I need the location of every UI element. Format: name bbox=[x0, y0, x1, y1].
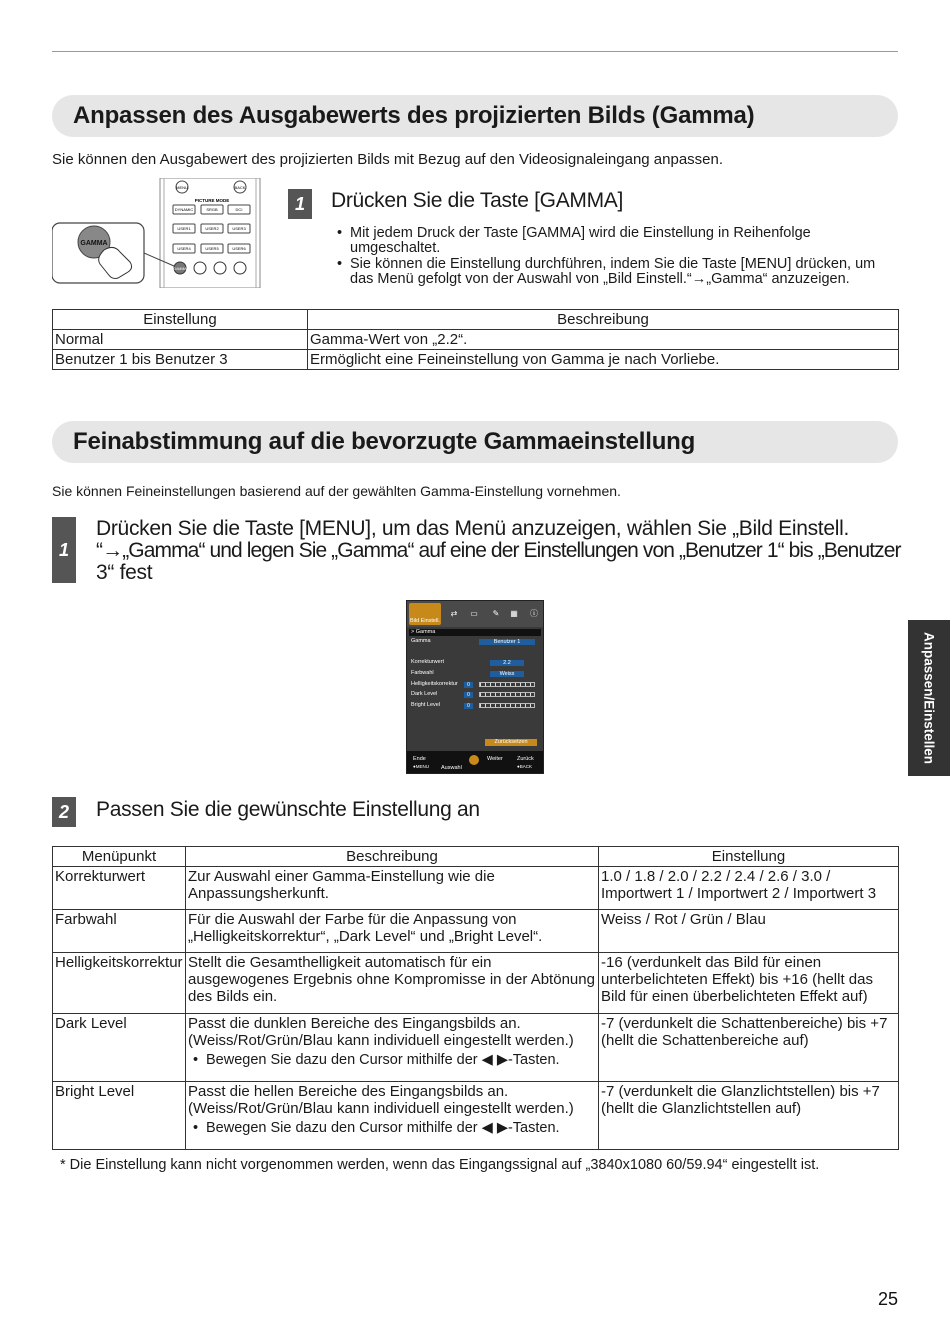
step-1-bullets bbox=[336, 226, 902, 288]
table-cell: -16 (verdunkelt das Bild für einen unterbelichteten Effekt) bis +16 (hellt das Bild für einen überbelichteten Effekt auf) bbox=[599, 953, 899, 1014]
table-cell: Zur Auswahl einer Gamma-Einstellung wie die Anpassungsherkunft. bbox=[186, 867, 599, 910]
table-cell: Stellt die Gesamthelligkeit automatisch für ein ausgewogenes Ergebnis ohne Kompromisse in der Abtönung des Bilds ein. bbox=[186, 953, 599, 1014]
settings-icon: ✎ bbox=[492, 609, 500, 618]
svg-text:DCI: DCI bbox=[235, 207, 243, 212]
installation-icon: ▭ bbox=[470, 609, 478, 618]
table-cell: Gamma-Wert von „2.2“. bbox=[308, 330, 899, 350]
section-title-gamma: Anpassen des Ausgabewerts des projizierten Bilds (Gamma) bbox=[52, 95, 898, 137]
menu-row-label: Farbwahl bbox=[411, 670, 434, 676]
info-icon: ⓘ bbox=[530, 609, 538, 618]
svg-text:SRGB: SRGB bbox=[206, 207, 218, 212]
table-header: Einstellung bbox=[599, 847, 899, 867]
menu-row-value: Weiss bbox=[490, 671, 524, 677]
table-cell bbox=[186, 1082, 599, 1150]
table-cell: Bright Level bbox=[53, 1082, 186, 1150]
section-title-fine-tuning: Feinabstimmung auf die bevorzugte Gammaeinstellung bbox=[52, 421, 898, 463]
table-cell: 1.0 / 1.8 / 2.0 / 2.2 / 2.4 / 2.6 / 3.0 / Importwert 1 / Importwert 2 / Importwert 3 bbox=[599, 867, 899, 910]
menu-footer-end: Ende bbox=[413, 756, 426, 762]
svg-text:DYNAMIC: DYNAMIC bbox=[174, 207, 194, 212]
menu-footer bbox=[407, 751, 543, 773]
table-row bbox=[53, 910, 899, 953]
table-cell: Ermöglicht eine Feineinstellung von Gamma je nach Vorliebe. bbox=[308, 350, 899, 370]
menu-screenshot bbox=[406, 600, 544, 774]
gamma-adjust-table bbox=[52, 846, 899, 1150]
menu-row-value: 2.2 bbox=[490, 660, 524, 666]
menu-row-label: Dark Level bbox=[411, 691, 438, 697]
table-header-row bbox=[53, 847, 899, 867]
table-cell: Farbwahl bbox=[53, 910, 186, 953]
step-1b-badge: 1 bbox=[52, 517, 76, 583]
display-setup-icon: ▦ bbox=[510, 609, 518, 618]
menu-footer-select: Auswahl bbox=[441, 765, 462, 771]
table-header: Beschreibung bbox=[186, 847, 599, 867]
menu-row-num: 0 bbox=[464, 692, 473, 698]
top-rule bbox=[52, 51, 898, 52]
step-1-bullet: • Sie können die Einstellung durchführen, indem Sie die Taste [MENU] drücken, um das Menü gefolgt von der Auswahl von „Bild Einstell.“→„Gamma“ anzuzeigen. bbox=[336, 257, 902, 287]
step-1-title: Drücken Sie die Taste [GAMMA] bbox=[331, 189, 624, 212]
gamma-settings-table bbox=[52, 309, 899, 370]
table-cell: -7 (verdunkelt die Schattenbereiche) bis +7 (hellt die Schattenbereiche auf) bbox=[599, 1014, 899, 1082]
remote-illustration bbox=[52, 178, 262, 288]
table-cell: Normal bbox=[53, 330, 308, 350]
menu-footer-next: Weiter bbox=[487, 756, 503, 762]
table-cell: Benutzer 1 bis Benutzer 3 bbox=[53, 350, 308, 370]
step-1b-title bbox=[96, 518, 906, 584]
step-1b-title-line: Drücken Sie die Taste [MENU], um das Menü anzuzeigen, wählen Sie „Bild Einstell. bbox=[96, 517, 849, 540]
table-header: Einstellung bbox=[53, 310, 308, 330]
side-tab: Anpassen/Einstellen bbox=[908, 620, 950, 776]
menu-slider bbox=[479, 692, 535, 697]
page-number: 25 bbox=[877, 1289, 898, 1309]
svg-text:USER4: USER4 bbox=[177, 246, 191, 251]
menu-footer-end-key: ●MENU bbox=[413, 764, 429, 769]
table-cell bbox=[186, 1014, 599, 1082]
table-cell: Für die Auswahl der Farbe für die Anpassung von „Helligkeitskorrektur“, „Dark Level“ und „Bright Level“. bbox=[186, 910, 599, 953]
remote-back-label: BACK bbox=[234, 185, 246, 190]
table-cell: -7 (verdunkelt die Glanzlichtstellen) bis +7 (hellt die Glanzlichtstellen auf) bbox=[599, 1082, 899, 1150]
table-row bbox=[53, 1082, 899, 1150]
table-header: Beschreibung bbox=[308, 310, 899, 330]
menu-tab-label: Bild Einstell. bbox=[410, 618, 440, 624]
remote-drawing bbox=[52, 178, 262, 288]
input-signal-icon: ⇄ bbox=[450, 609, 458, 618]
table-header-row bbox=[53, 310, 899, 330]
table-cell-bullet: • Bewegen Sie dazu den Cursor mithilfe der ◀ ▶-Tasten. bbox=[192, 1121, 596, 1136]
table-header: Menüpunkt bbox=[53, 847, 186, 867]
svg-text:USER5: USER5 bbox=[205, 246, 219, 251]
step-1-badge: 1 bbox=[288, 189, 312, 219]
table-cell-bullet: • Bewegen Sie dazu den Cursor mithilfe der ◀ ▶-Tasten. bbox=[192, 1053, 596, 1068]
step-2-badge: 2 bbox=[52, 797, 76, 827]
table-cell: Weiss / Rot / Grün / Blau bbox=[599, 910, 899, 953]
menu-row-label: Bright Level bbox=[411, 702, 441, 708]
menu-footer-back: Zurück bbox=[517, 756, 534, 762]
step-2-title: Passen Sie die gewünschte Einstellung an bbox=[96, 798, 480, 821]
svg-text:USER1: USER1 bbox=[177, 226, 191, 231]
svg-text:USER2: USER2 bbox=[205, 226, 219, 231]
table-cell: Helligkeitskorrektur bbox=[53, 953, 186, 1014]
table-cell-bullets bbox=[192, 1053, 596, 1068]
svg-text:USER3: USER3 bbox=[232, 226, 246, 231]
remote-menu-label: MENU bbox=[176, 185, 188, 190]
menu-row-num: 0 bbox=[464, 682, 473, 688]
table-cell-text: Passt die hellen Bereiche des Eingangsbilds an. (Weiss/Rot/Grün/Blau kann individuell eingestellt werden.) bbox=[188, 1083, 574, 1117]
table-cell: Korrekturwert bbox=[53, 867, 186, 910]
menu-slider bbox=[479, 682, 535, 687]
step-1b-title-line: “→„Gamma“ und legen Sie „Gamma“ auf eine der Einstellungen von „Benutzer 1“ bis „Benutzer bbox=[96, 539, 901, 562]
menu-gamma-value: Benutzer 1 bbox=[479, 639, 535, 645]
table-row bbox=[53, 350, 899, 370]
svg-text:GAMMA: GAMMA bbox=[173, 267, 187, 271]
section-intro-fine-tuning: Sie können Feineinstellungen basierend auf der gewählten Gamma-Einstellung vornehmen. bbox=[52, 483, 621, 499]
footnote: * Die Einstellung kann nicht vorgenommen werden, wenn das Eingangssignal auf „3840x1080 60/59.94“ eingestellt ist. bbox=[60, 1157, 820, 1173]
table-row bbox=[53, 867, 899, 910]
table-row bbox=[53, 953, 899, 1014]
table-cell-text: Passt die dunklen Bereiche des Eingangsbilds an. (Weiss/Rot/Grün/Blau kann individuell eingestellt werden.) bbox=[188, 1015, 574, 1049]
table-cell-bullets bbox=[192, 1121, 596, 1136]
menu-row-label: Gamma bbox=[411, 638, 431, 644]
menu-reset-button: Zurücksetzen bbox=[485, 739, 537, 746]
menu-footer-back-key: ●BACK bbox=[517, 764, 532, 769]
table-cell: Dark Level bbox=[53, 1014, 186, 1082]
step-1b-title-line: 3“ fest bbox=[96, 561, 153, 584]
remote-picture-mode-label: PICTURE MODE bbox=[194, 198, 230, 203]
menu-row-num: 0 bbox=[464, 703, 473, 709]
menu-tab-picture-adjust bbox=[409, 603, 441, 625]
menu-breadcrumb: > Gamma bbox=[409, 629, 541, 636]
menu-footer-cursor-icon bbox=[469, 755, 479, 765]
table-row bbox=[53, 1014, 899, 1082]
table-row bbox=[53, 330, 899, 350]
menu-row-label: Korrekturwert bbox=[411, 659, 445, 665]
remote-gamma-big-label: GAMMA bbox=[80, 240, 108, 247]
menu-slider bbox=[479, 703, 535, 708]
menu-row-label: Helligkeitskorrektur bbox=[411, 681, 458, 687]
step-1-bullet: • Mit jedem Druck der Taste [GAMMA] wird die Einstellung in Reihenfolge umgeschaltet. bbox=[336, 226, 902, 256]
section-intro-gamma: Sie können den Ausgabewert des projizierten Bilds mit Bezug auf den Videosignaleingang anpassen. bbox=[52, 151, 724, 168]
svg-text:USER6: USER6 bbox=[232, 246, 246, 251]
